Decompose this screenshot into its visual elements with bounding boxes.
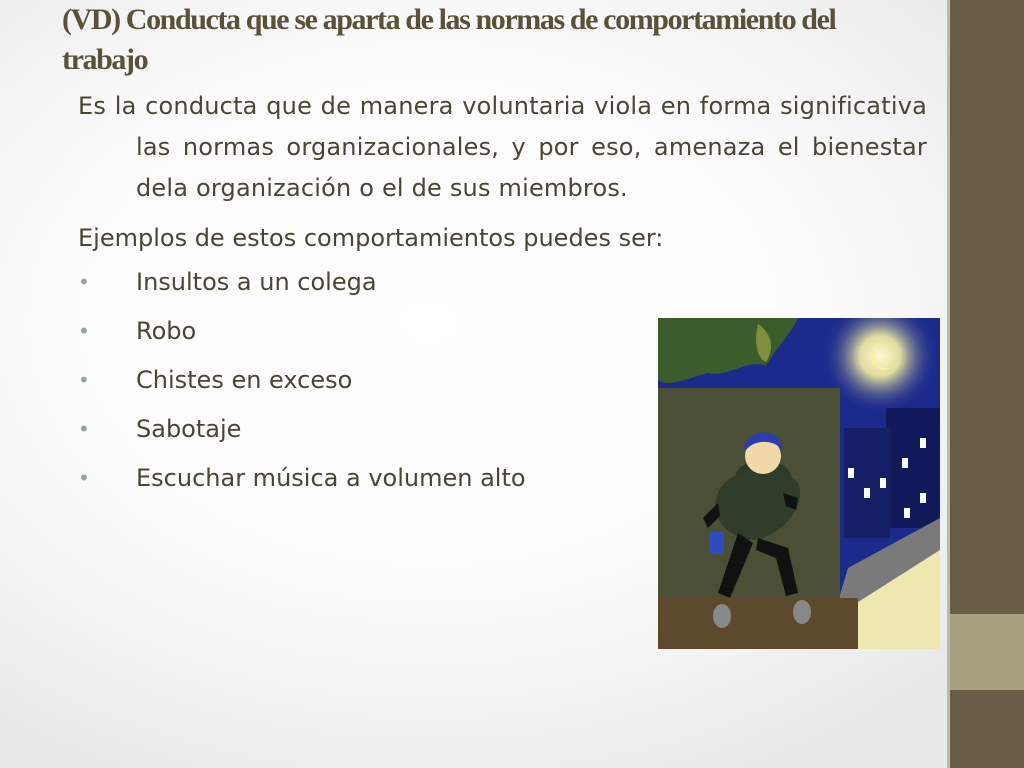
list-item (78, 258, 927, 307)
list-item-label: Sabotaje (136, 415, 242, 443)
thief-illustration (658, 318, 940, 649)
slide-title: (VD) Conducta que se aparta de las normas de comportamiento del trabajo (62, 3, 836, 76)
list-item-label: Escuchar música a volumen alto (136, 464, 526, 492)
bullet-icon: • (78, 466, 90, 490)
list-item-label: Robo (136, 317, 197, 345)
examples-intro: Ejemplos de estos comportamientos puedes ser: (78, 224, 664, 252)
bullet-icon: • (78, 417, 90, 441)
bullet-icon: • (78, 319, 90, 343)
list-item-label: Insultos a un colega (136, 268, 377, 296)
bullet-icon: • (78, 270, 90, 294)
sidebar-accent-block (950, 614, 1024, 690)
definition-paragraph: Es la conducta que de manera voluntaria viola en forma significativa las normas organizacionales, y por eso, amenaza el bienestar dela organización o el de sus miembros. (78, 92, 927, 202)
bullet-icon: • (78, 368, 90, 392)
list-item-label: Chistes en exceso (136, 366, 353, 394)
